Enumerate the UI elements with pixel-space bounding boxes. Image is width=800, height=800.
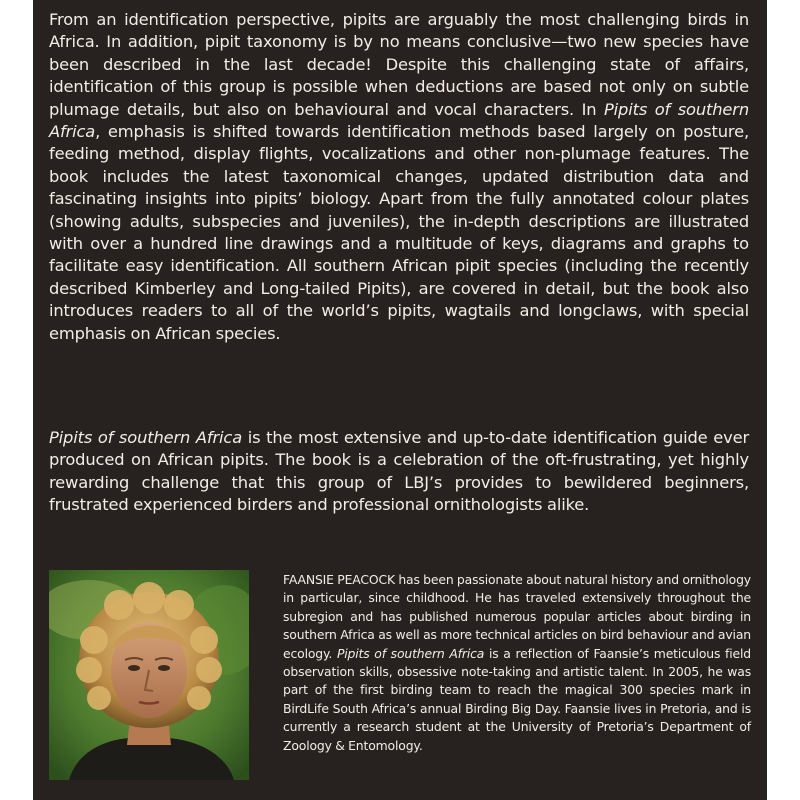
- summary-paragraph: [49, 427, 749, 517]
- summary-text: is the most extensive and up-to-date identification guide ever produced on African pipits. The book is a celebration of the oft-frustrating, yet highly rewarding challenge that this group of LBJ’s provides to bewildered beginners, frustrated experienced birders and professional ornithologists alike.: [49, 428, 749, 515]
- description-text-2: , emphasis is shifted towards identification methods based largely on posture, feeding method, display flights, vocalizations and other non-plumage features. The book includes the latest taxonomical changes, updated distribution data and fascinating insights into pipits’ biology. Apart from the fully annotated colour plates (showing adults, subspecies and juveniles), the in-depth descriptions are illustrated with over a hundred line drawings and a multitude of keys, diagrams and graphs to facilitate easy identification. All southern African pipit species (including the recently described Kimberley and Long-tailed Pipits), are covered in detail, but the book also introduces readers to all of the world’s pipits, wagtails and longclaws, with special emphasis on African species.: [49, 122, 749, 343]
- book-title: Pipits of southern Africa: [336, 645, 485, 661]
- author-bio-text-2: is a reflection of Faansie’s meticulous field observation skills, obsessive note-taking and artistic talent. In 2005, he was part of the first birding team to reach the magical 300 species mark in BirdLife South Africa’s annual Birding Big Day. Faansie lives in Pretoria, and is currently a research student at the University of Pretoria’s Department of Zoology & Entomology.: [283, 645, 751, 753]
- description-text-1: From an identification perspective, pipits are arguably the most challenging birds in Africa. In addition, pipit taxonomy is by no means conclusive—two new species have been described in the last decade! Despite this challenging state of affairs, identification of this group is possible when deductions are based not only on subtle plumage details, but also on behavioural and vocal characters. In: [49, 10, 749, 119]
- description-paragraph: [49, 9, 749, 345]
- book-title: Pipits of southern Africa: [49, 99, 749, 142]
- author-portrait-image: [49, 570, 249, 780]
- author-bio: [283, 571, 751, 755]
- author-name: FAANSIE PEACOCK: [283, 572, 395, 587]
- author-photo: [49, 570, 249, 780]
- author-bio-text-1: has been passionate about natural history and ornithology in particular, since childhood. He has traveled extensively throughout the subregion and has published numerous popular articles about birding in southern Africa as well as more technical articles on bird behaviour and avian ecology.: [283, 572, 751, 661]
- book-title: Pipits of southern Africa: [49, 428, 243, 447]
- book-back-cover: [33, 0, 767, 800]
